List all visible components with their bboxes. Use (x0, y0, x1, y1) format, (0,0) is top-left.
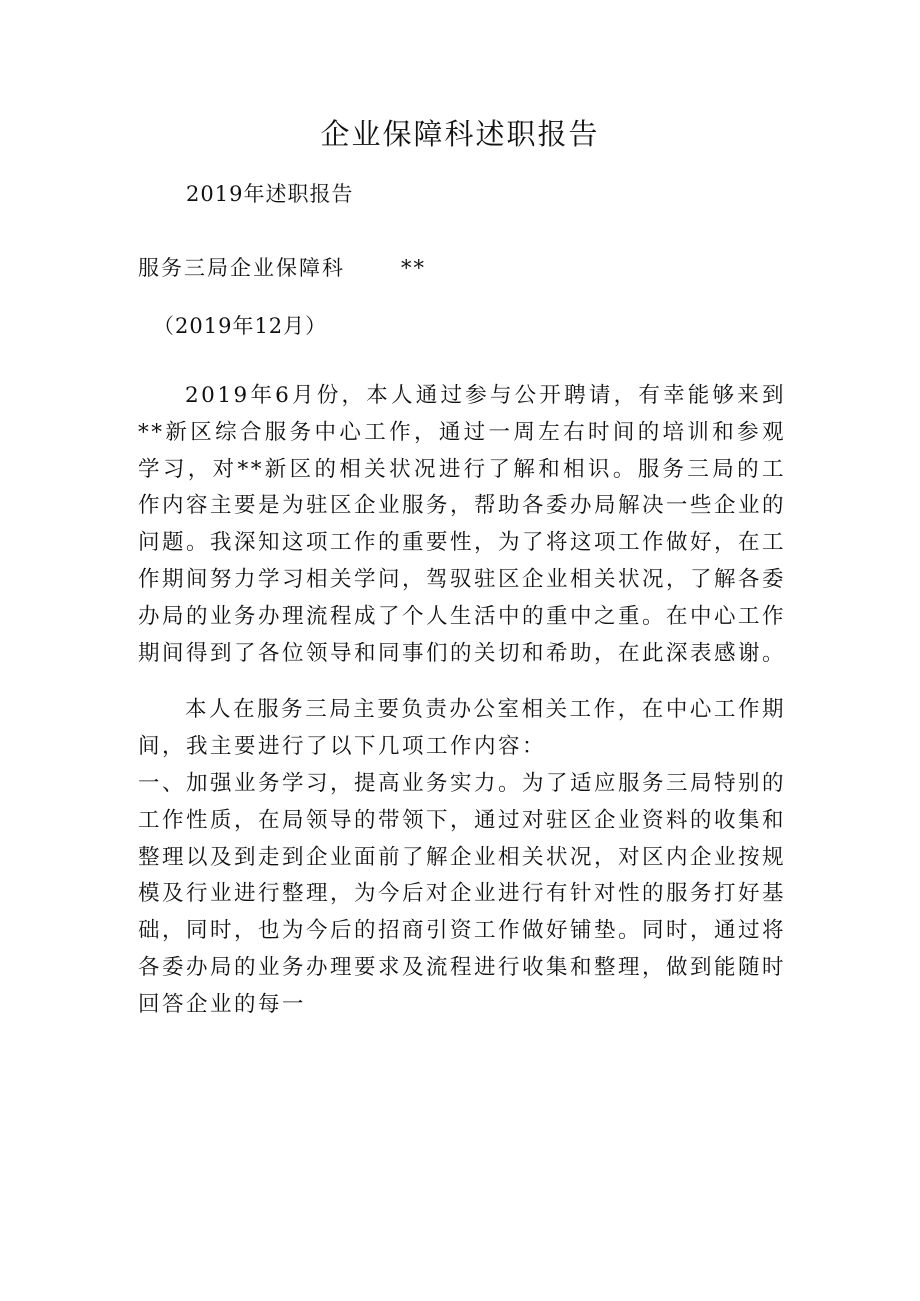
section-paragraph: 一、加强业务学习，提高业务实力。为了适应服务三局特别的工作性质，在局领导的带领下，通过对驻区企业资料的收集和整理以及到走到企业面前了解企业相关状况，对区内企业按规模及行业进行整理，为今后对企业进行有针对性的服务打好基础，同时，也为今后的招商引资工作做好铺垫。同时，通过将各委办局的业务办理要求及流程进行收集和整理，做到能随时回答企业的每一 (138, 770, 787, 1017)
author-name: ** (401, 256, 426, 280)
report-date: （2019年12月） (153, 314, 328, 338)
department-name: 服务三局企业保障科 (138, 256, 345, 280)
body-paragraph: 2019年6月份，本人通过参与公开聘请，有幸能够来到**新区综合服务中心工作，通过一周左右时间的培训和参观学习，对**新区的相关状况进行了解和相识。服务三局的工作内容主要是为驻区企业服务，帮助各委办局解决一些企业的问题。我深知这项工作的重要性，为了将这项工作做好，在工作期间努力学习相关学问，驾驭驻区企业相关状况，了解各委办局的业务办理流程成了个人生活中的重中之重。在中心工作期间得到了各位领导和同事们的关切和希助，在此深表感谢。 (138, 383, 787, 666)
document-title: 企业保障科述职报告 (320, 117, 600, 151)
author-line (138, 250, 426, 286)
document-body (138, 378, 786, 1024)
document-subtitle: 2019年述职报告 (186, 182, 354, 206)
body-paragraph: 本人在服务三局主要负责办公室相关工作，在中心工作期间，我主要进行了以下几项工作内容： (138, 697, 786, 760)
